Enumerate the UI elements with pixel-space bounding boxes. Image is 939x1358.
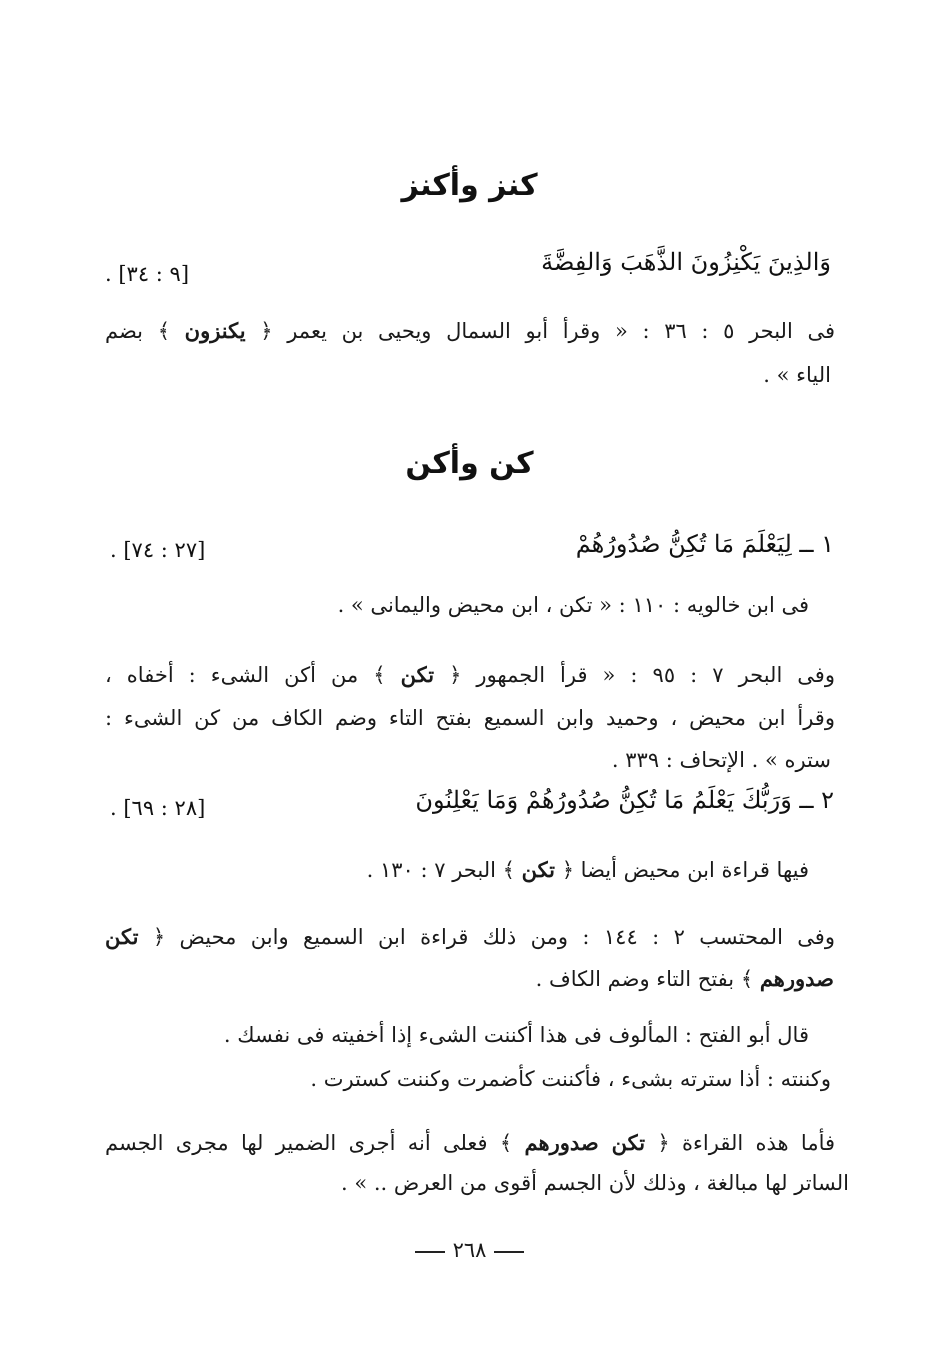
muhtasab-text-end: ﴾ بفتح التاء وضم الكاف . [535,967,760,991]
muhtasab-text: وفى المحتسب ٢ : ١٤٤ : ومن ذلك قراءة ابن السميع وابن محيض ﴿ [138,925,835,949]
ibn-muhaysin-text: فيها قراءة ابن محيض أيضا ﴿ [555,858,809,882]
dash-left [494,1251,524,1253]
bahr-95-line3: ستره » . الإتحاف : ٣٣٩ . [611,748,831,772]
muhtasab-line1 [105,922,835,952]
bahr-95-line2: وقرأ ابن محيض ، وحميد وابن السميع بفتح التاء وضم الكاف من كن الشىء : [105,706,835,730]
khalawayh-note: فى ابن خالويه : ١١٠ : « تكن ، ابن محيض واليمانى » . [337,593,809,617]
bold-word-takinn: تكن [400,662,435,687]
bold-word-takinn-3: تكن [105,924,139,949]
verse-ref-27-74: [٢٧ : ٧٤] . [110,538,206,562]
bold-word-yaknizun: يكنزون [184,318,246,343]
heading-kanaza: كنز وأكنز [401,168,538,203]
ibn-muhaysin-text-end: ﴾ البحر ٧ : ١٣٠ . [366,858,522,882]
bahr-95-text: وفى البحر ٧ : ٩٥ : « قرأ الجمهور ﴿ [434,663,835,687]
verse-ref-9-34: [٩ : ٣٤] . [105,262,190,286]
bold-word-sudurahum: صدورهم [759,966,834,991]
bahr-note-text: فى البحر ٥ : ٣٦ : « وقرأ أبو السمال ويحيى بن يعمر ﴿ [245,319,835,343]
verse-28-69: ٢ ــ وَرَبُّكَ يَعْلَمُ مَا تُكِنُّ صُدُورُهُمْ وَمَا يَعْلِنُونَ [415,786,834,814]
page-number-text: ٢٦٨ [452,1238,487,1262]
verse-ref-28-69: [٢٨ : ٦٩] . [110,796,206,820]
abu-alfath-line1: قال أبو الفتح : المألوف فى هذا أكننت الشىء إذا أخفيته فى نفسك . [223,1023,809,1047]
qiraa-text: فأما هذه القراءة ﴿ [645,1131,836,1155]
bahr-note-text-end: ﴾ بضم [105,319,185,343]
abu-alfath-line2: وكننته : أذا سترته بشىء ، فأكننت كأضمرت وكننت كسترت . [310,1067,831,1091]
bold-phrase-takinn-sudurahum: تكن صدورهم [524,1130,646,1155]
verse-27-74: ١ ــ لِيَعْلَمَ مَا تُكِنُّ صُدُورُهُمْ [575,530,834,558]
bahr-note-line2: الياء » . [763,363,831,387]
qiraa-text-end: ﴾ فعلى أنه أجرى الضمير لها مجرى الجسم [105,1131,525,1155]
heading-kanna: كن وأكن [405,446,534,481]
page-number [0,1238,939,1262]
qiraa-line1 [105,1128,835,1158]
verse-9-34: وَالذِينَ يَكْنِزُونَ الذَّهَبَ وَالفِضَّةَ [541,248,831,276]
bahr-95-line1 [105,660,835,690]
bahr-note-line1 [105,316,835,346]
bold-word-takinn-2: تكن [521,857,556,882]
ibn-muhaysin-note [79,855,809,885]
qiraa-line2: الساتر لها مبالغة ، وذلك لأن الجسم أقوى من العرض .. » . [340,1171,849,1195]
bahr-95-text-end: ﴾ من أكن الشىء : أخفاه ، [105,663,401,687]
dash-right [415,1251,445,1253]
muhtasab-line2 [104,964,834,994]
